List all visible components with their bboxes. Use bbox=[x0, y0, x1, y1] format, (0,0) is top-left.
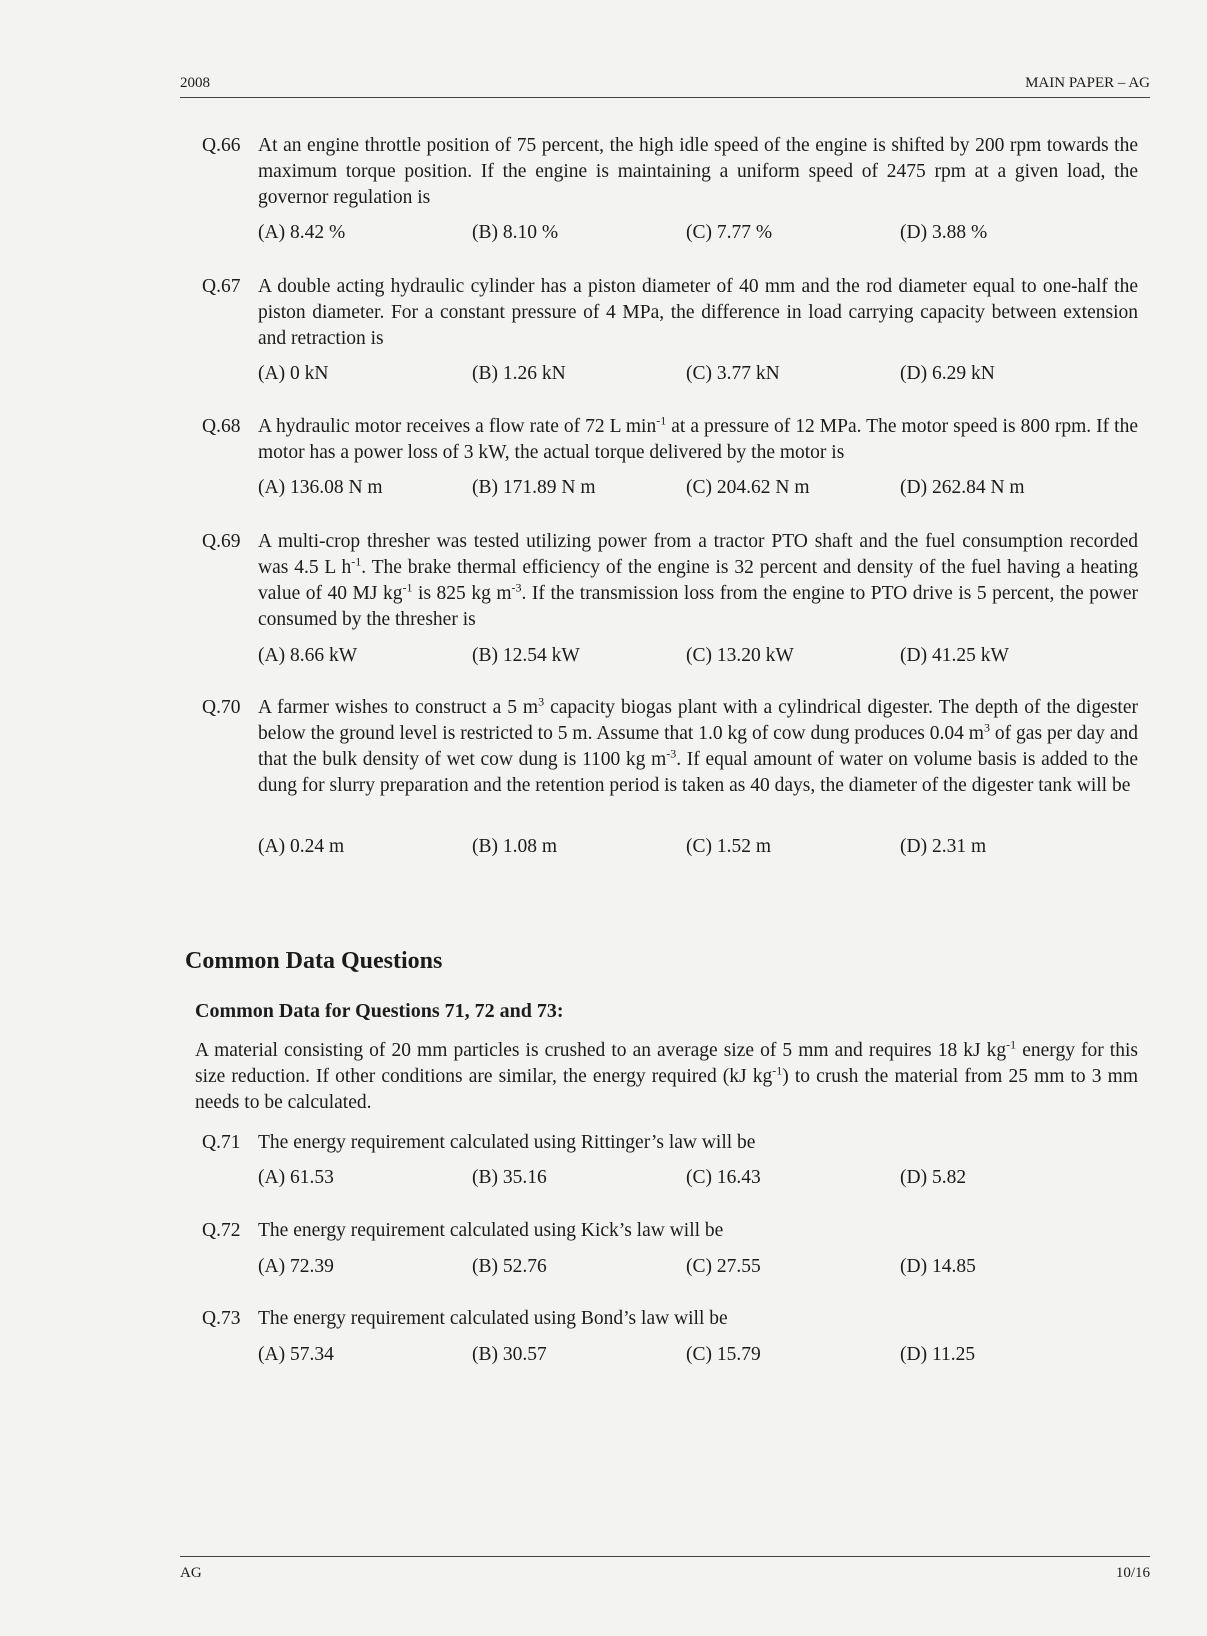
option-a: (A) 61.53 bbox=[258, 1167, 334, 1188]
text-segment: A multi-crop thresher was tested utilizing power from a tractor PTO shaft and the fuel consumption recorded was 4.5 L h bbox=[258, 531, 1138, 578]
text-segment: at a pressure of 12 MPa. The motor speed is 800 rpm. If the motor has a power loss of 3 kW, the actual torque delivered by the motor is bbox=[258, 416, 1138, 463]
option-b: (B) 30.57 bbox=[472, 1344, 547, 1365]
question-text: A double acting hydraulic cylinder has a piston diameter of 40 mm and the rod diameter equal to one-half the piston diameter. For a constant pressure of 4 MPa, the difference in load carrying capacity between extension and retraction is bbox=[258, 276, 1138, 349]
option-c: (C) 1.52 m bbox=[686, 836, 772, 857]
question-number: Q.66 bbox=[202, 135, 241, 156]
question-69-options bbox=[258, 645, 1158, 671]
text-segment: . If the transmission loss from the engine to PTO drive is 5 percent, the power consumed by the thresher is bbox=[258, 583, 1138, 630]
question-68-options bbox=[258, 477, 1158, 503]
option-a: (A) 0 kN bbox=[258, 363, 329, 384]
question-66-options bbox=[258, 222, 1158, 248]
question-72-options bbox=[258, 1256, 1158, 1282]
question-70 bbox=[202, 695, 1138, 799]
question-71 bbox=[202, 1130, 1138, 1156]
option-b: (B) 8.10 % bbox=[472, 222, 559, 243]
option-d: (D) 2.31 m bbox=[900, 836, 987, 857]
page-footer bbox=[180, 1556, 1150, 1581]
question-67-options bbox=[258, 363, 1158, 389]
question-number: Q.73 bbox=[202, 1308, 241, 1329]
option-d: (D) 3.88 % bbox=[900, 222, 988, 243]
question-text: The energy requirement calculated using Rittinger’s law will be bbox=[258, 1132, 756, 1153]
superscript: 3 bbox=[983, 720, 990, 735]
text-segment: ) to crush the material from 25 mm to 3 mm needs to be calculated. bbox=[195, 1066, 1138, 1113]
section-subtitle: Common Data for Questions 71, 72 and 73: bbox=[195, 1000, 564, 1022]
question-number: Q.72 bbox=[202, 1220, 241, 1241]
option-d: (D) 6.29 kN bbox=[900, 363, 995, 384]
superscript: -3 bbox=[666, 746, 677, 761]
option-c: (C) 7.77 % bbox=[686, 222, 773, 243]
option-b: (B) 171.89 N m bbox=[472, 477, 596, 498]
option-c: (C) 3.77 kN bbox=[686, 363, 780, 384]
superscript: 3 bbox=[538, 694, 545, 709]
question-text bbox=[258, 695, 1138, 799]
question-number: Q.67 bbox=[202, 276, 241, 297]
option-a: (A) 8.66 kW bbox=[258, 645, 358, 666]
question-71-options bbox=[258, 1167, 1158, 1193]
option-b: (B) 1.08 m bbox=[472, 836, 558, 857]
option-a: (A) 72.39 bbox=[258, 1256, 334, 1277]
question-70-options bbox=[258, 836, 1158, 862]
question-66 bbox=[202, 133, 1138, 211]
text-segment: of gas per day and that the bulk density of wet cow dung is 1100 kg m bbox=[258, 723, 1138, 770]
question-number: Q.69 bbox=[202, 531, 241, 552]
superscript: -3 bbox=[511, 580, 522, 595]
text-segment: is 825 kg m bbox=[412, 583, 512, 604]
question-text: The energy requirement calculated using Bond’s law will be bbox=[258, 1308, 728, 1329]
question-text bbox=[258, 414, 1138, 466]
option-d: (D) 41.25 kW bbox=[900, 645, 1009, 666]
header-paper-title: MAIN PAPER – AG bbox=[1025, 75, 1150, 91]
question-69 bbox=[202, 529, 1138, 633]
question-67 bbox=[202, 274, 1138, 352]
superscript: -1 bbox=[402, 580, 413, 595]
superscript: -1 bbox=[656, 413, 667, 428]
text-segment: A hydraulic motor receives a flow rate of 72 L min bbox=[258, 416, 657, 437]
question-73-options bbox=[258, 1344, 1158, 1370]
question-number: Q.71 bbox=[202, 1132, 241, 1153]
text-segment: A material consisting of 20 mm particles is crushed to an average size of 5 mm and requires 18 kJ kg bbox=[195, 1040, 1007, 1061]
page-number: 10/16 bbox=[1115, 1565, 1150, 1581]
superscript: -1 bbox=[351, 554, 362, 569]
superscript: -1 bbox=[1006, 1037, 1017, 1052]
page-header bbox=[180, 75, 1150, 98]
option-b: (B) 35.16 bbox=[472, 1167, 547, 1188]
section-title: Common Data Questions bbox=[185, 948, 443, 974]
option-c: (C) 27.55 bbox=[686, 1256, 761, 1277]
option-c: (C) 13.20 kW bbox=[686, 645, 794, 666]
option-a: (A) 8.42 % bbox=[258, 222, 346, 243]
option-b: (B) 12.54 kW bbox=[472, 645, 580, 666]
question-68 bbox=[202, 414, 1138, 466]
option-d: (D) 5.82 bbox=[900, 1167, 967, 1188]
question-number: Q.68 bbox=[202, 416, 241, 437]
option-d: (D) 11.25 bbox=[900, 1344, 976, 1365]
text-segment: energy for this size reduction. If other conditions are similar, the energy required (kJ kg bbox=[195, 1040, 1138, 1087]
option-c: (C) 15.79 bbox=[686, 1344, 761, 1365]
option-a: (A) 57.34 bbox=[258, 1344, 334, 1365]
question-text: The energy requirement calculated using Kick’s law will be bbox=[258, 1220, 724, 1241]
common-data-paragraph bbox=[195, 1038, 1138, 1116]
question-72 bbox=[202, 1218, 1138, 1244]
option-b: (B) 1.26 kN bbox=[472, 363, 566, 384]
superscript: -1 bbox=[772, 1063, 783, 1078]
footer-paper-code: AG bbox=[180, 1565, 202, 1581]
question-text bbox=[258, 529, 1138, 633]
text-segment: A farmer wishes to construct a 5 m bbox=[258, 697, 539, 718]
option-c: (C) 204.62 N m bbox=[686, 477, 810, 498]
question-text: At an engine throttle position of 75 percent, the high idle speed of the engine is shifted by 200 rpm towards the maximum torque position. If the engine is maintaining a uniform speed of 2475 rpm at a given load, the governor regulation is bbox=[258, 135, 1138, 208]
header-year: 2008 bbox=[180, 75, 210, 91]
text-segment: capacity biogas plant with a cylindrical digester. The depth of the digester below the ground level is restricted to 5 m. Assume that 1.0 kg of cow dung produces 0.04 m bbox=[258, 697, 1139, 744]
text-segment: . If equal amount of water on volume basis is added to the dung for slurry preparation and the retention period is taken as 40 days, the diameter of the digester tank will be bbox=[258, 749, 1138, 796]
option-d: (D) 262.84 N m bbox=[900, 477, 1025, 498]
option-a: (A) 136.08 N m bbox=[258, 477, 383, 498]
option-b: (B) 52.76 bbox=[472, 1256, 547, 1277]
question-73 bbox=[202, 1306, 1138, 1332]
question-number: Q.70 bbox=[202, 697, 241, 718]
option-d: (D) 14.85 bbox=[900, 1256, 976, 1277]
option-a: (A) 0.24 m bbox=[258, 836, 345, 857]
text-segment: . The brake thermal efficiency of the engine is 32 percent and density of the fuel having a heating value of 40 MJ kg bbox=[258, 557, 1138, 604]
option-c: (C) 16.43 bbox=[686, 1167, 761, 1188]
